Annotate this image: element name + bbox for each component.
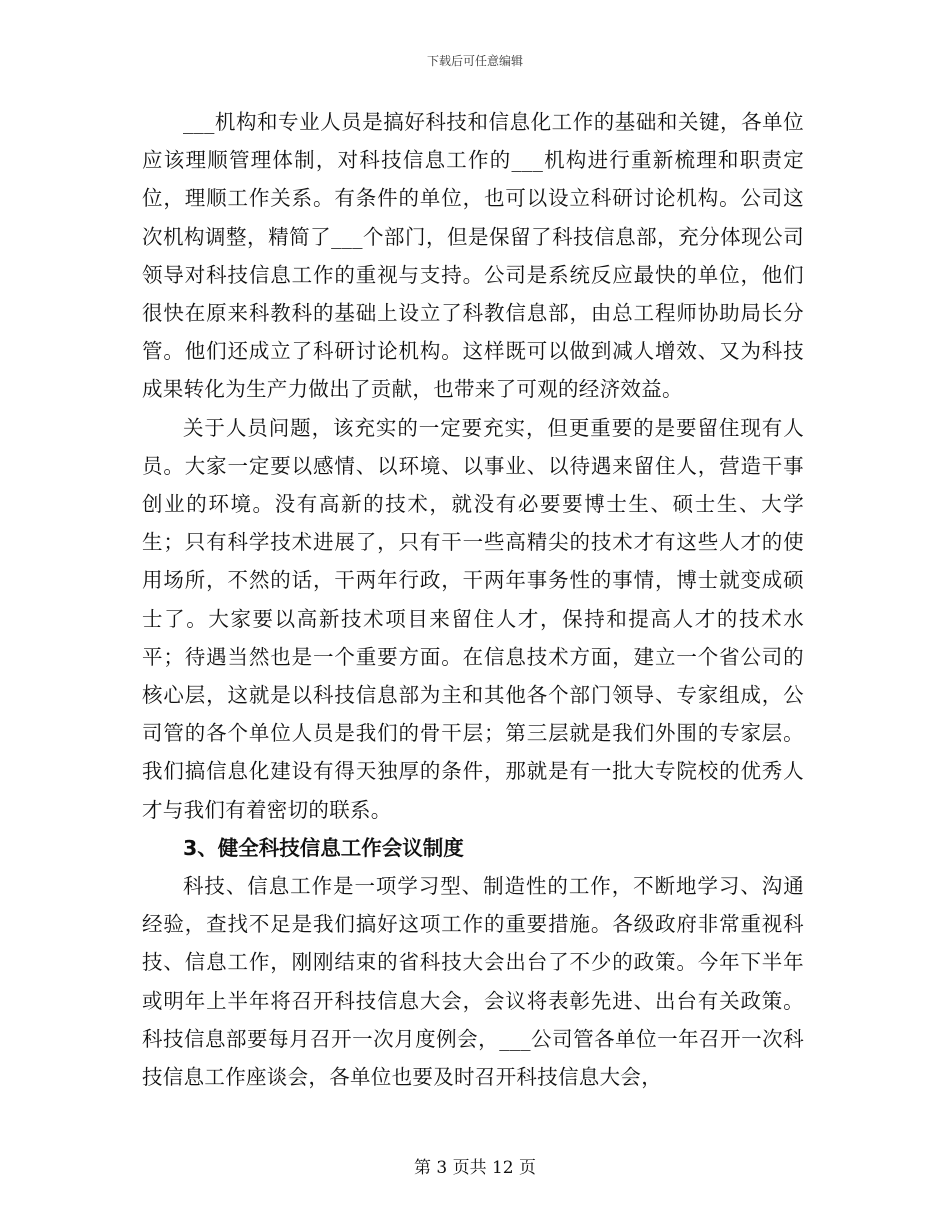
page-header: 下载后可任意编辑 [426,54,523,68]
page-number: 第 3 页共 12 页 [413,1158,537,1178]
paragraph-personnel: 关于人员问题，该充实的一定要充实，但更重要的是要留住现有人员。大家一定要以感情、以环境、以事业、以待遇来留住人，营造干事创业的环境。没有高新的技术，就没有必要要博士生、硕士生、大学生；只有科学技术进展了，只有干一些高精尖的技术才有这些人才的使用场所，不然的话，干两年行政，干两年事务性的事情，博士就变成硕士了。大家要以高新技术项目来留住人才，保持和提高人才的技术水平；待遇当然也是一个重要方面。在信息技术方面，建立一个省公司的核心层，这就是以科技信息部为主和其他各个部门领导、专家组成，公司管的各个单位人员是我们的骨干层；第三层就是我们外围的专家层。我们搞信息化建设有得天独厚的条件，那就是有一批大专院校的优秀人才与我们有着密切的联系。 [142,415,804,822]
section-heading: 3、健全科技信息工作会议制度 [183,835,464,860]
paragraph-meetings: 科技、信息工作是一项学习型、制造性的工作，不断地学习、沟通经验，查找不足是我们搞好这项工作的重要措施。各级政府非常重视科技、信息工作，刚刚结束的省科技大会出台了不少的政策。今年下半年或明年上半年将召开科技信息大会，会议将表彰先进、出台有关政策。科技信息部要每月召开一次月度例会，___公司管各单位一年召开一次科技信息工作座谈会，各单位也要及时召开科技信息大会， [142,874,804,1090]
document-body [142,103,804,1096]
paragraph-institutions: ___机构和专业人员是搞好科技和信息化工作的基础和关键，各单位应该理顺管理体制，对科技信息工作的___机构进行重新梳理和职责定位，理顺工作关系。有条件的单位，也可以设立科研讨论机构。公司这次机构调整，精简了___个部门，但是保留了科技信息部，充分体现公司领导对科技信息工作的重视与支持。公司是系统反应最快的单位，他们很快在原来科教科的基础上设立了科教信息部，由总工程师协助局长分管。他们还成立了科研讨论机构。这样既可以做到减人增效、又为科技成果转化为生产力做出了贡献，也带来了可观的经济效益。 [142,110,804,402]
